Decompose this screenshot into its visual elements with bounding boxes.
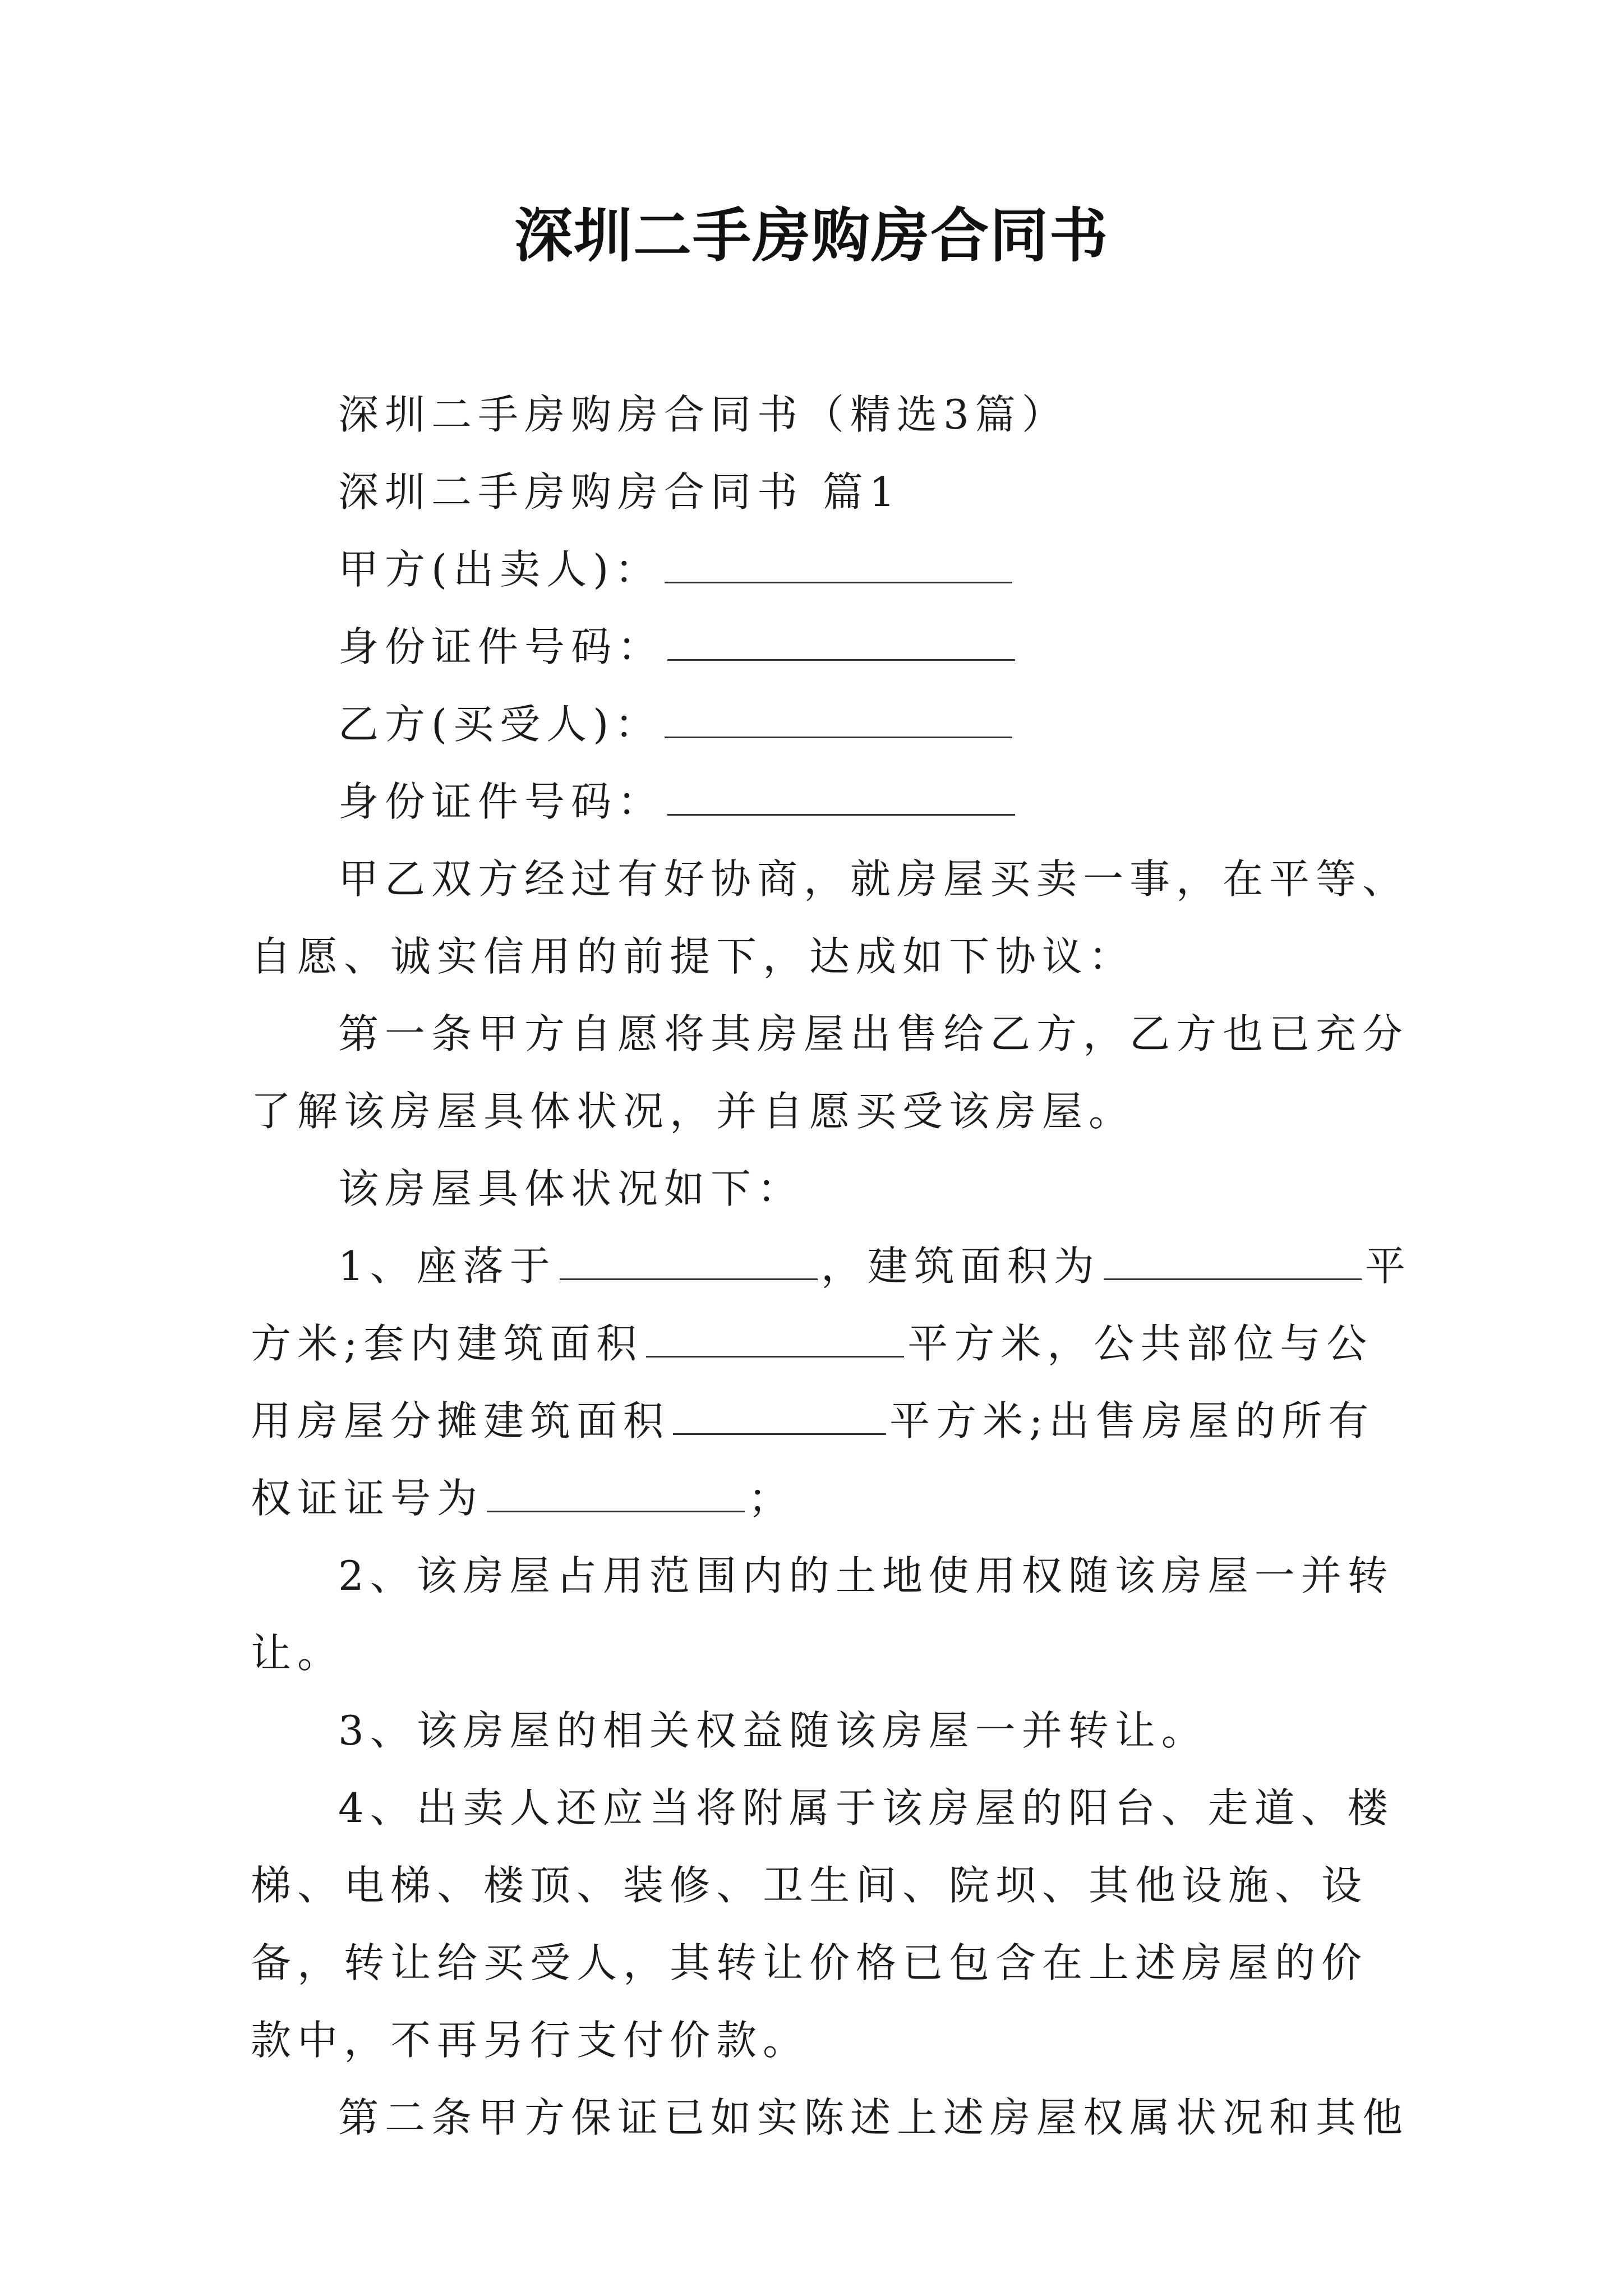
party-b-line xyxy=(251,685,1412,763)
item-4-paragraph: 4、出卖人还应当将附属于该房屋的阳台、走道、楼梯、电梯、楼顶、装修、卫生间、院坝、其他设施、设备，转让给买受人，其转让价格已包含在上述房屋的价款中，不再另行支付价款。 xyxy=(251,1784,1394,2064)
document-title: 深圳二手房购房合同书 xyxy=(514,201,1109,270)
article-1-paragraph: 第一条甲方自愿将其房屋出售给乙方，乙方也已充分了解该房屋具体状况，并自愿买受该房屋。 xyxy=(251,1010,1409,1135)
item-1-part5: 平方米;出售房屋的所有权证证号为 xyxy=(251,1397,1375,1522)
item-1-part2: ，建筑面积为 xyxy=(820,1243,1100,1290)
party-b-id-blank xyxy=(667,775,1015,816)
item-1-part6: ； xyxy=(748,1475,795,1522)
party-b-label: 乙方(买受人)： xyxy=(338,701,662,748)
party-a-blank xyxy=(665,542,1012,583)
item-1-part4: 平方米，公共部位与公用房屋分摊建筑面积 xyxy=(251,1320,1373,1444)
location-blank xyxy=(560,1239,818,1280)
party-a-id-line xyxy=(251,608,1412,685)
party-a-line xyxy=(251,531,1412,608)
party-b-blank xyxy=(665,697,1012,738)
party-b-id-label: 身份证件号码： xyxy=(338,778,665,825)
floor-area-blank xyxy=(1104,1239,1362,1280)
article-2-paragraph: 第二条甲方保证已如实陈述上述房屋权属状况和其他 xyxy=(338,2094,1409,2141)
shared-area-blank xyxy=(673,1394,886,1435)
party-b-id-line xyxy=(251,763,1412,840)
item-1-part1: 1、座落于 xyxy=(338,1243,556,1290)
intro-paragraph: 甲乙双方经过有好协商，就房屋买卖一事，在平等、自愿、诚实信用的前提下，达成如下协议： xyxy=(251,855,1409,980)
party-a-label: 甲方(出卖人)： xyxy=(338,546,662,593)
item-2-paragraph: 2、该房屋占用范围内的土地使用权随该房屋一并转让。 xyxy=(251,1552,1394,1677)
subtitle: 深圳二手房购房合同书（精选3篇） xyxy=(338,391,1068,438)
certificate-number-blank xyxy=(487,1471,745,1512)
party-a-id-label: 身份证件号码： xyxy=(338,623,665,670)
item-3-paragraph: 3、该房屋的相关权益随该房屋一并转让。 xyxy=(338,1707,1208,1754)
section-heading: 深圳二手房购房合同书 篇1 xyxy=(338,468,901,516)
document-body xyxy=(251,376,1412,2156)
party-a-id-blank xyxy=(667,620,1015,661)
house-status-heading: 该房屋具体状况如下： xyxy=(338,1165,804,1212)
item-1-paragraph xyxy=(251,1227,1412,1537)
inner-area-blank xyxy=(646,1317,904,1358)
item-1-part3: 平方米;套内建筑面积 xyxy=(251,1243,1412,1367)
